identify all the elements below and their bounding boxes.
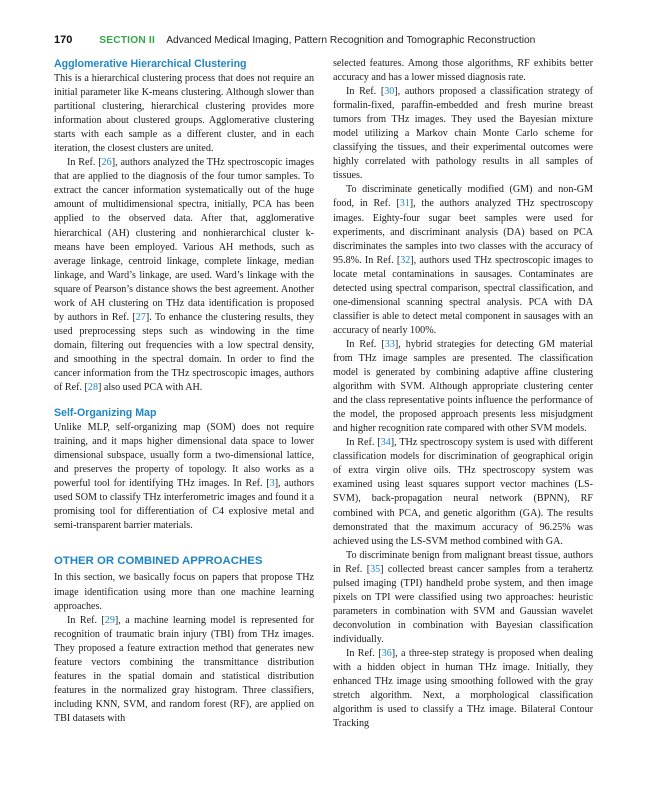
citation-link[interactable]: 31 [399,198,410,210]
citation-link[interactable]: 36 [381,647,392,659]
paragraph: In this section, we basically focus on papers that propose THz image identification using more than one machine learning approaches. [54,572,314,612]
citation-link[interactable]: 30 [384,86,395,98]
page-number: 170 [54,34,73,46]
paragraph: In Ref. [33], hybrid strategies for detecting GM material from THz image samples are presented. The classification model is generated by combining adaptive affine clustering algorithm with SVM. Although appropriate clustering center and the class representative points influence the performance of the model, the proposed approach presents less misjudgment and higher recognition rate compared with other SVM models. [333,338,593,435]
citation-link[interactable]: 3 [269,478,275,490]
citation-link[interactable]: 33 [384,338,395,350]
paragraph: Unlike MLP, self-organizing map (SOM) does not require training, and it maps higher dimensional data space to lower dimensional subspace, usually form a two-dimensional lattice, and preserves the property of topology. It also works as a powerful tool for identifying THz images. In Ref. [3], authors used SOM to classify THz interferometric images and found it a promising tool for differentiation of C4 explosive metal and semi-transparent barrier materials. [54,422,314,532]
heading-other-approaches: OTHER OR COMBINED APPROACHES [54,555,263,568]
citation-link[interactable]: 29 [104,614,115,626]
paragraph: In Ref. [30], authors proposed a classification strategy of formalin-fixed, paraffin-embedded and fresh murine breast tumors from THz images. They used the Bayesian mixture model utilizing a Markov chain Monte Carlo scheme for classifying the tissues, and their experimental outcomes were highly correlated with pathology results in all samples of tissues. [333,86,593,182]
running-title: Advanced Medical Imaging, Pattern Recognition and Tomographic Reconstruction [166,35,536,46]
citation-link[interactable]: 35 [370,563,381,575]
paragraph: selected features. Among those algorithms, RF exhibits better accuracy and has a lower missed diagnosis rate. [333,58,593,84]
paragraph: To discriminate genetically modified (GM) and non-GM food, in Ref. [31], the authors analyzed THz spectroscopy images. Eighty-four sugar beet samples were used for experiments, and discriminant analysis (DA) based on PCA discriminates the samples into two classes with the accuracy of 95.8%. In Ref. [32], authors used THz spectroscopic images to locate metal contaminations in sausages. Contaminates are detected using spectral comparison, spectral classification, and one-dimensional scanning spectral analysis. PCA with DA classifier is able to detect metal component in sausages with an accuracy of nearly 100%. [333,184,593,336]
paragraph: In Ref. [29], a machine learning model is represented for recognition of traumatic brain injury (TBI) from THz images. They proposed a feature extraction method that generates new feature vectors combining the transmittance distribution features in the spatial domain and statistical distribution features in the normalized gray histogram. Three classifiers, including KNN, SVM, and random forest (RF), are applied on TBI datasets with [54,614,314,724]
right-column [333,57,593,731]
paragraph: In Ref. [26], authors analyzed the THz spectroscopic images that are applied to the diagnosis of the four tumor samples. To extract the cancer information systematically out of the huge amount of multidimensional spectra, initially, PCA has been applied to the observed data. After that, agglomerative hierarchical (AH) clustering and nonhierarchical cluster k-means have been employed. Various AH methods, such as average linkage, centroid linkage, complete linkage, median linkage, and Ward’s linkage, are used. Ward’s linkage with the square of Pearson’s distance shows the best agreement. Another work of AH clustering on THz data identification is proposed by authors in Ref. [27]. To enhance the clustering results, they used preprocessing steps such as windowing in the time domain, filtering out frequencies with a low spectral density, and smoothing in the spectral domain. In order to find the cancer information from the THz spectroscopic images, authors of Ref. [28] also used PCA with AH. [54,157,314,394]
citation-link[interactable]: 27 [135,311,146,323]
paragraph: In Ref. [34], THz spectroscopy system is used with different classification models for discrimination of geographical origin of extra virgin olive oils. THz spectroscopy system was examined using least squares support vector machines (LS-SVM), back-propagation neural network (BPNN), RF combined with PCA, and genetic algorithm (GA). The results demonstrated that the maximum accuracy of 96.25% was achieved using the LS-SVM method combined with GA. [333,437,594,547]
citation-link[interactable]: 26 [101,157,112,169]
paragraph: In Ref. [36], a three-step strategy is proposed when dealing with a hidden object in human THz image. Initially, they enhanced THz image using smoothing followed with the gray stretch algorithm. Next, a morphological classification algorithm is used to classify a THz image. Bilateral Contour Tracking [333,647,593,730]
citation-link[interactable]: 32 [400,254,411,266]
page-header [54,34,594,46]
citation-link[interactable]: 28 [87,382,99,394]
heading-self-organizing-map: Self-Organizing Map [54,407,157,420]
left-column [54,57,314,726]
heading-agglomerative-clustering: Agglomerative Hierarchical Clustering [54,58,247,70]
paragraph: To discriminate benign from malignant breast tissue, authors in Ref. [35] collected breast cancer samples from a terahertz pulsed imaging (TPI) handheld probe system, and then image pixels on TPI were classified using two approaches: heuristic parameters in combination with SVM and Gaussian wavelet deconvolution in combination with Bayesian classification individually. [333,549,593,645]
section-label: SECTION II [99,35,155,46]
paragraph: This is a hierarchical clustering process that does not require an initial parameter like K-means clustering. Although slower than partitional clustering, hierarchical clustering provides more information about clustered groups. Agglomerative clustering starts with each sample as a different cluster, and in each iteration, the closest clusters are united. [54,73,314,155]
citation-link[interactable]: 34 [380,437,391,449]
